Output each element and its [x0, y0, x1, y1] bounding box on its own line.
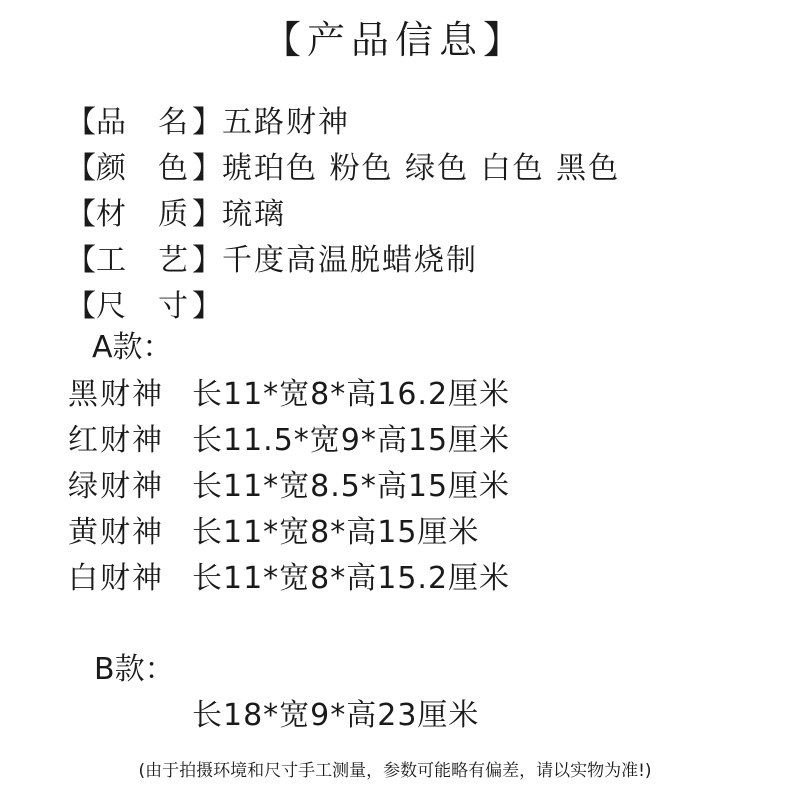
- info-label: 工 艺: [96, 243, 188, 278]
- disclaimer-note: (由于拍摄环境和尺寸手工测量，参数可能略有偏差，请以实物为准!): [138, 761, 652, 781]
- info-label: 颜 色: [96, 151, 188, 186]
- info-label: 品 名: [96, 105, 188, 140]
- a-size-list: [68, 372, 510, 602]
- info-label: 尺 寸: [96, 289, 188, 324]
- variant-size: 长11.5*宽9*高15厘米: [192, 423, 511, 458]
- info-label: 材 质: [96, 197, 188, 232]
- info-row-craft: 【工 艺 】千度高温脱蜡烧制: [66, 238, 620, 284]
- info-value: 千度高温脱蜡烧制: [222, 243, 478, 278]
- a-size-row-red: [68, 418, 510, 464]
- variant-name: 黑财神: [68, 377, 164, 412]
- page-title: 【产品信息】: [262, 18, 527, 62]
- variant-size: 长11*宽8*高16.2厘米: [192, 377, 511, 412]
- variant-size: 长11*宽8*高15.2厘米: [192, 561, 511, 596]
- b-size-text: 长18*宽9*高23厘米: [192, 698, 480, 733]
- info-value: 五路财神: [222, 105, 350, 140]
- a-size-row-white: [68, 556, 510, 602]
- section-b-heading: B款：: [94, 652, 175, 687]
- variant-name: 黄财神: [68, 515, 164, 550]
- info-value: 琉璃: [222, 197, 286, 232]
- variant-size: 长11*宽8*高15厘米: [192, 515, 480, 550]
- info-row-color: 【颜 色 】琥珀色 粉色 绿色 白色 黑色: [66, 146, 620, 192]
- info-value: 琥珀色 粉色 绿色 白色 黑色: [222, 151, 621, 186]
- info-row-name: 【品 名 】五路财神: [66, 100, 620, 146]
- a-size-row-green: [68, 464, 510, 510]
- a-size-row-black: [68, 372, 510, 418]
- info-row-size: 【尺 寸 】: [66, 284, 620, 330]
- variant-name: 白财神: [68, 561, 164, 596]
- variant-name: 红财神: [68, 423, 164, 458]
- info-list: [66, 100, 620, 330]
- section-a-heading: A款：: [92, 330, 173, 365]
- variant-name: 绿财神: [68, 469, 164, 504]
- variant-size: 长11*宽8.5*高15厘米: [192, 469, 511, 504]
- info-row-material: 【材 质 】琉璃: [66, 192, 620, 238]
- a-size-row-yellow: [68, 510, 510, 556]
